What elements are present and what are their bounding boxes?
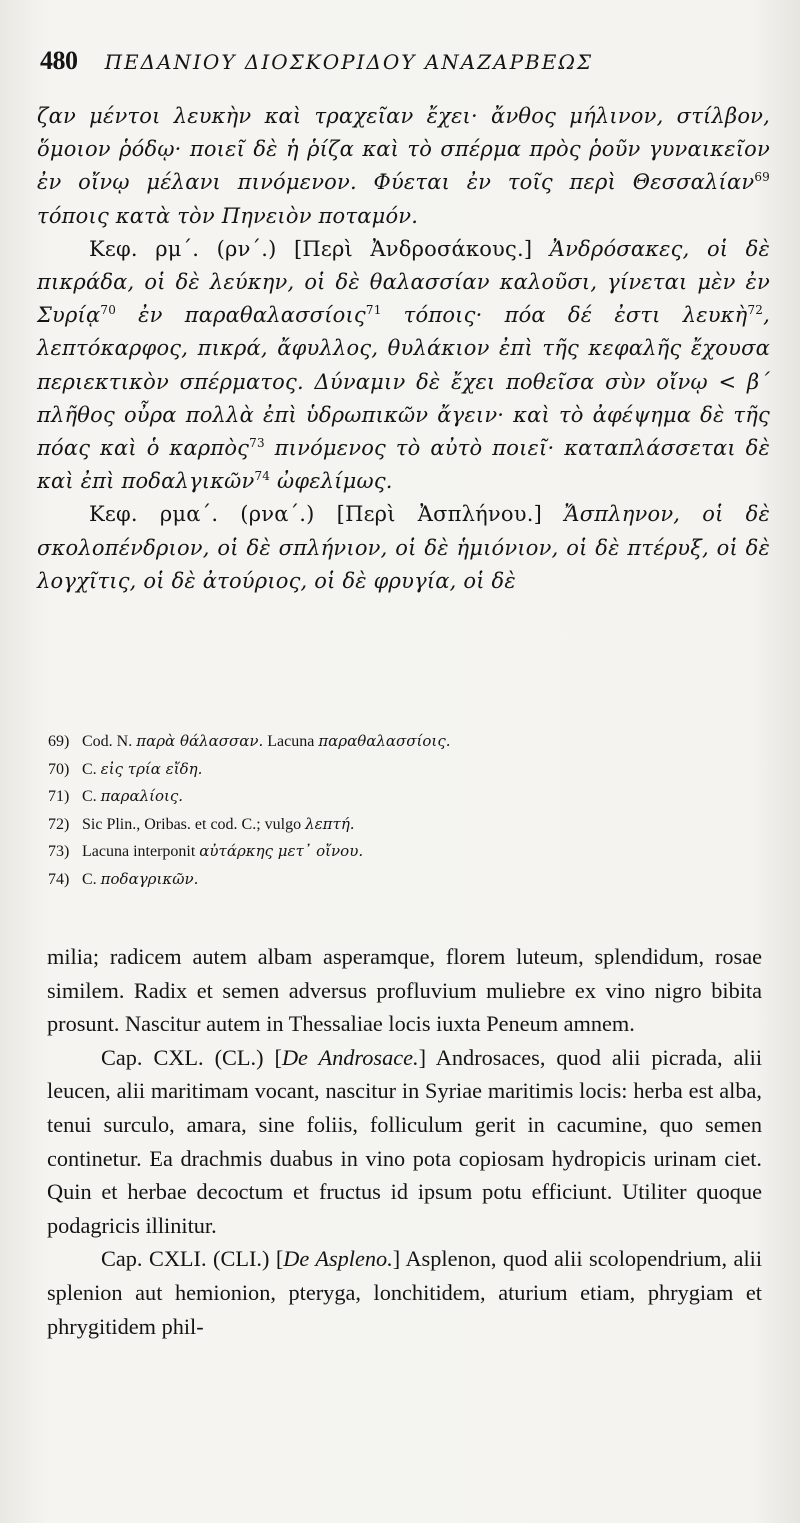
footnote-ref: 74 <box>254 469 271 484</box>
footnote-ref: 70 <box>100 303 117 318</box>
footnote-ref: 69 <box>754 170 770 185</box>
chapter-label: Cap. CXLI. (CLI.) <box>101 1246 270 1272</box>
footnote-70: 70) C. εἰς τρία εἴδη. <box>48 759 203 778</box>
chapter-title: De Androsace. <box>281 1044 419 1070</box>
page-header <box>40 46 770 78</box>
footnotes <box>48 728 748 893</box>
greek-paragraph-continuation: ζαν μέντοι λευκὴν καὶ τραχεῖαν ἔχει· ἄνθος μήλινον, στίλβον, ὅμοιον ῥόδῳ· ποιεῖ δὲ ἡ ῥίζα καὶ τὸ σπέρμα πρὸς ῥοῦν γυναικεῖον ἐν οἴνῳ μέλανι πινόμενον. Φύεται ἐν τοῖς περὶ Θεσσαλίαν$^{69}$ τόποις κατὰ τὸν Πηνειὸν ποταμόν. <box>37 104 770 228</box>
footnote-69: 69) Cod. N. παρὰ θάλασσαν. Lacuna παραθαλασσίοις. <box>48 732 451 750</box>
latin-chapter-140: Cap. CXL. (CL.) [De Androsace.] Androsaces, quod alii picrada, alii leucen, alii maritimam vocant, nascitur in Syriae maritimis locis: herba est alba, tenui surculo, amara, sine foliis, folliculum gerit in cacumine, quo semen continetur. Ea drachmis duabus in vino pota copiosam hydropicis urinam ciet. Quin et herbae decoctum et fructus id ipsum potu efficiunt. Utiliter quoque podagricis illinitur. <box>47 1044 763 1238</box>
greek-chapter-140: Κεφ. ρμ΄. (ρν΄.) [Περὶ Ἀνδροσάκους.] Ἀνδρόσακες, οἱ δὲ πικράδα, οἱ δὲ λεύκην, οἱ δὲ θαλασσίαν καλοῦσι, γίνεται μὲν ἐν Συρίᾳ$^{70}$ ἐν παραθαλασσίοις$^{71}$ τόποις· πόα δέ ἐστι λευκὴ$^{72}$, λεπτόκαρφος, πικρά, ἄφυλλος, θυλάκιον ἐπὶ τῆς κεφαλῆς ἔχουσα περιεκτικὸν σπέρματος. Δύναμιν δὲ ἔχει ποθεῖσα σὺν οἴνῳ < β΄ πλῆθος οὖρα πολλὰ ἐπὶ ὑδρωπικῶν ἄγειν· καὶ τὸ ἀφέψημα δὲ τῆς πόας καὶ ὁ καρπὸς$^{73}$ πινόμενος τὸ αὐτὸ ποιεῖ· καταπλάσσεται δὲ καὶ ἐπὶ ποδαλγικῶν$^{74}$ ὠφελίμως. <box>37 236 770 494</box>
latin-text-block <box>47 940 762 1343</box>
footnote-ref: 73 <box>249 436 265 451</box>
page-number: 480 <box>40 46 78 75</box>
footnote-ref: 72 <box>747 303 764 318</box>
latin-chapter-141: Cap. CXLI. (CLI.) [De Aspleno.] Asplenon, quod alii scolopendrium, alii splenion aut hemionion, pteryga, lonchitidem, aturium etiam, phrygiam et phrygitidem phil- <box>47 1246 763 1339</box>
greek-chapter-141: Κεφ. ρμα΄. (ρνα΄.) [Περὶ Ἀσπλήνου.] Ἄσπληνον, οἱ δὲ σκολοπένδριον, οἱ δὲ σπλήνιον, οἱ δὲ ἡμιόνιον, οἱ δὲ πτέρυξ, οἱ δὲ λογχῖτις, οἱ δὲ ἀτούριος, οἱ δὲ φρυγία, οἱ δὲ <box>37 502 770 593</box>
greek-text-block <box>37 100 770 598</box>
chapter-title: De Aspleno. <box>283 1246 393 1272</box>
footnote-72: 72) Sic Plin., Oribas. et cod. C.; vulgo λεπτή. <box>48 814 355 833</box>
latin-paragraph-continuation: milia; radicem autem albam asperamque, florem luteum, splendidum, rosae similem. Radix et semen adversus profluvium muliebre ex vino nigro bibita prosunt. Nascitur autem in Thessaliae locis iuxta Peneum amnem. <box>47 944 762 1037</box>
chapter-title: [Περὶ Ἀσπλήνου.] <box>336 502 542 527</box>
footnote-74: 74) C. ποδαγρικῶν. <box>48 869 199 888</box>
chapter-label: Κεφ. ρμ΄. (ρν΄.) <box>89 236 277 261</box>
footnote-ref: 71 <box>365 303 382 318</box>
footnote-71: 71) C. παραλίοις. <box>48 787 184 805</box>
chapter-label: Κεφ. ρμα΄. (ρνα΄.) <box>89 502 315 527</box>
footnote-73: 73) Lacuna interponit αὐτάρκης μετ᾽ οἴνου. <box>48 842 364 860</box>
running-head: ΠΕΔΑΝΙΟΥ ΔΙΟΣΚΟΡΙΔΟΥ ΑΝΑΖΑΡΒΕΩΣ <box>104 50 594 74</box>
chapter-label: Cap. CXL. (CL.) <box>101 1044 264 1070</box>
chapter-title: [Περὶ Ἀνδροσάκους.] <box>293 236 533 261</box>
